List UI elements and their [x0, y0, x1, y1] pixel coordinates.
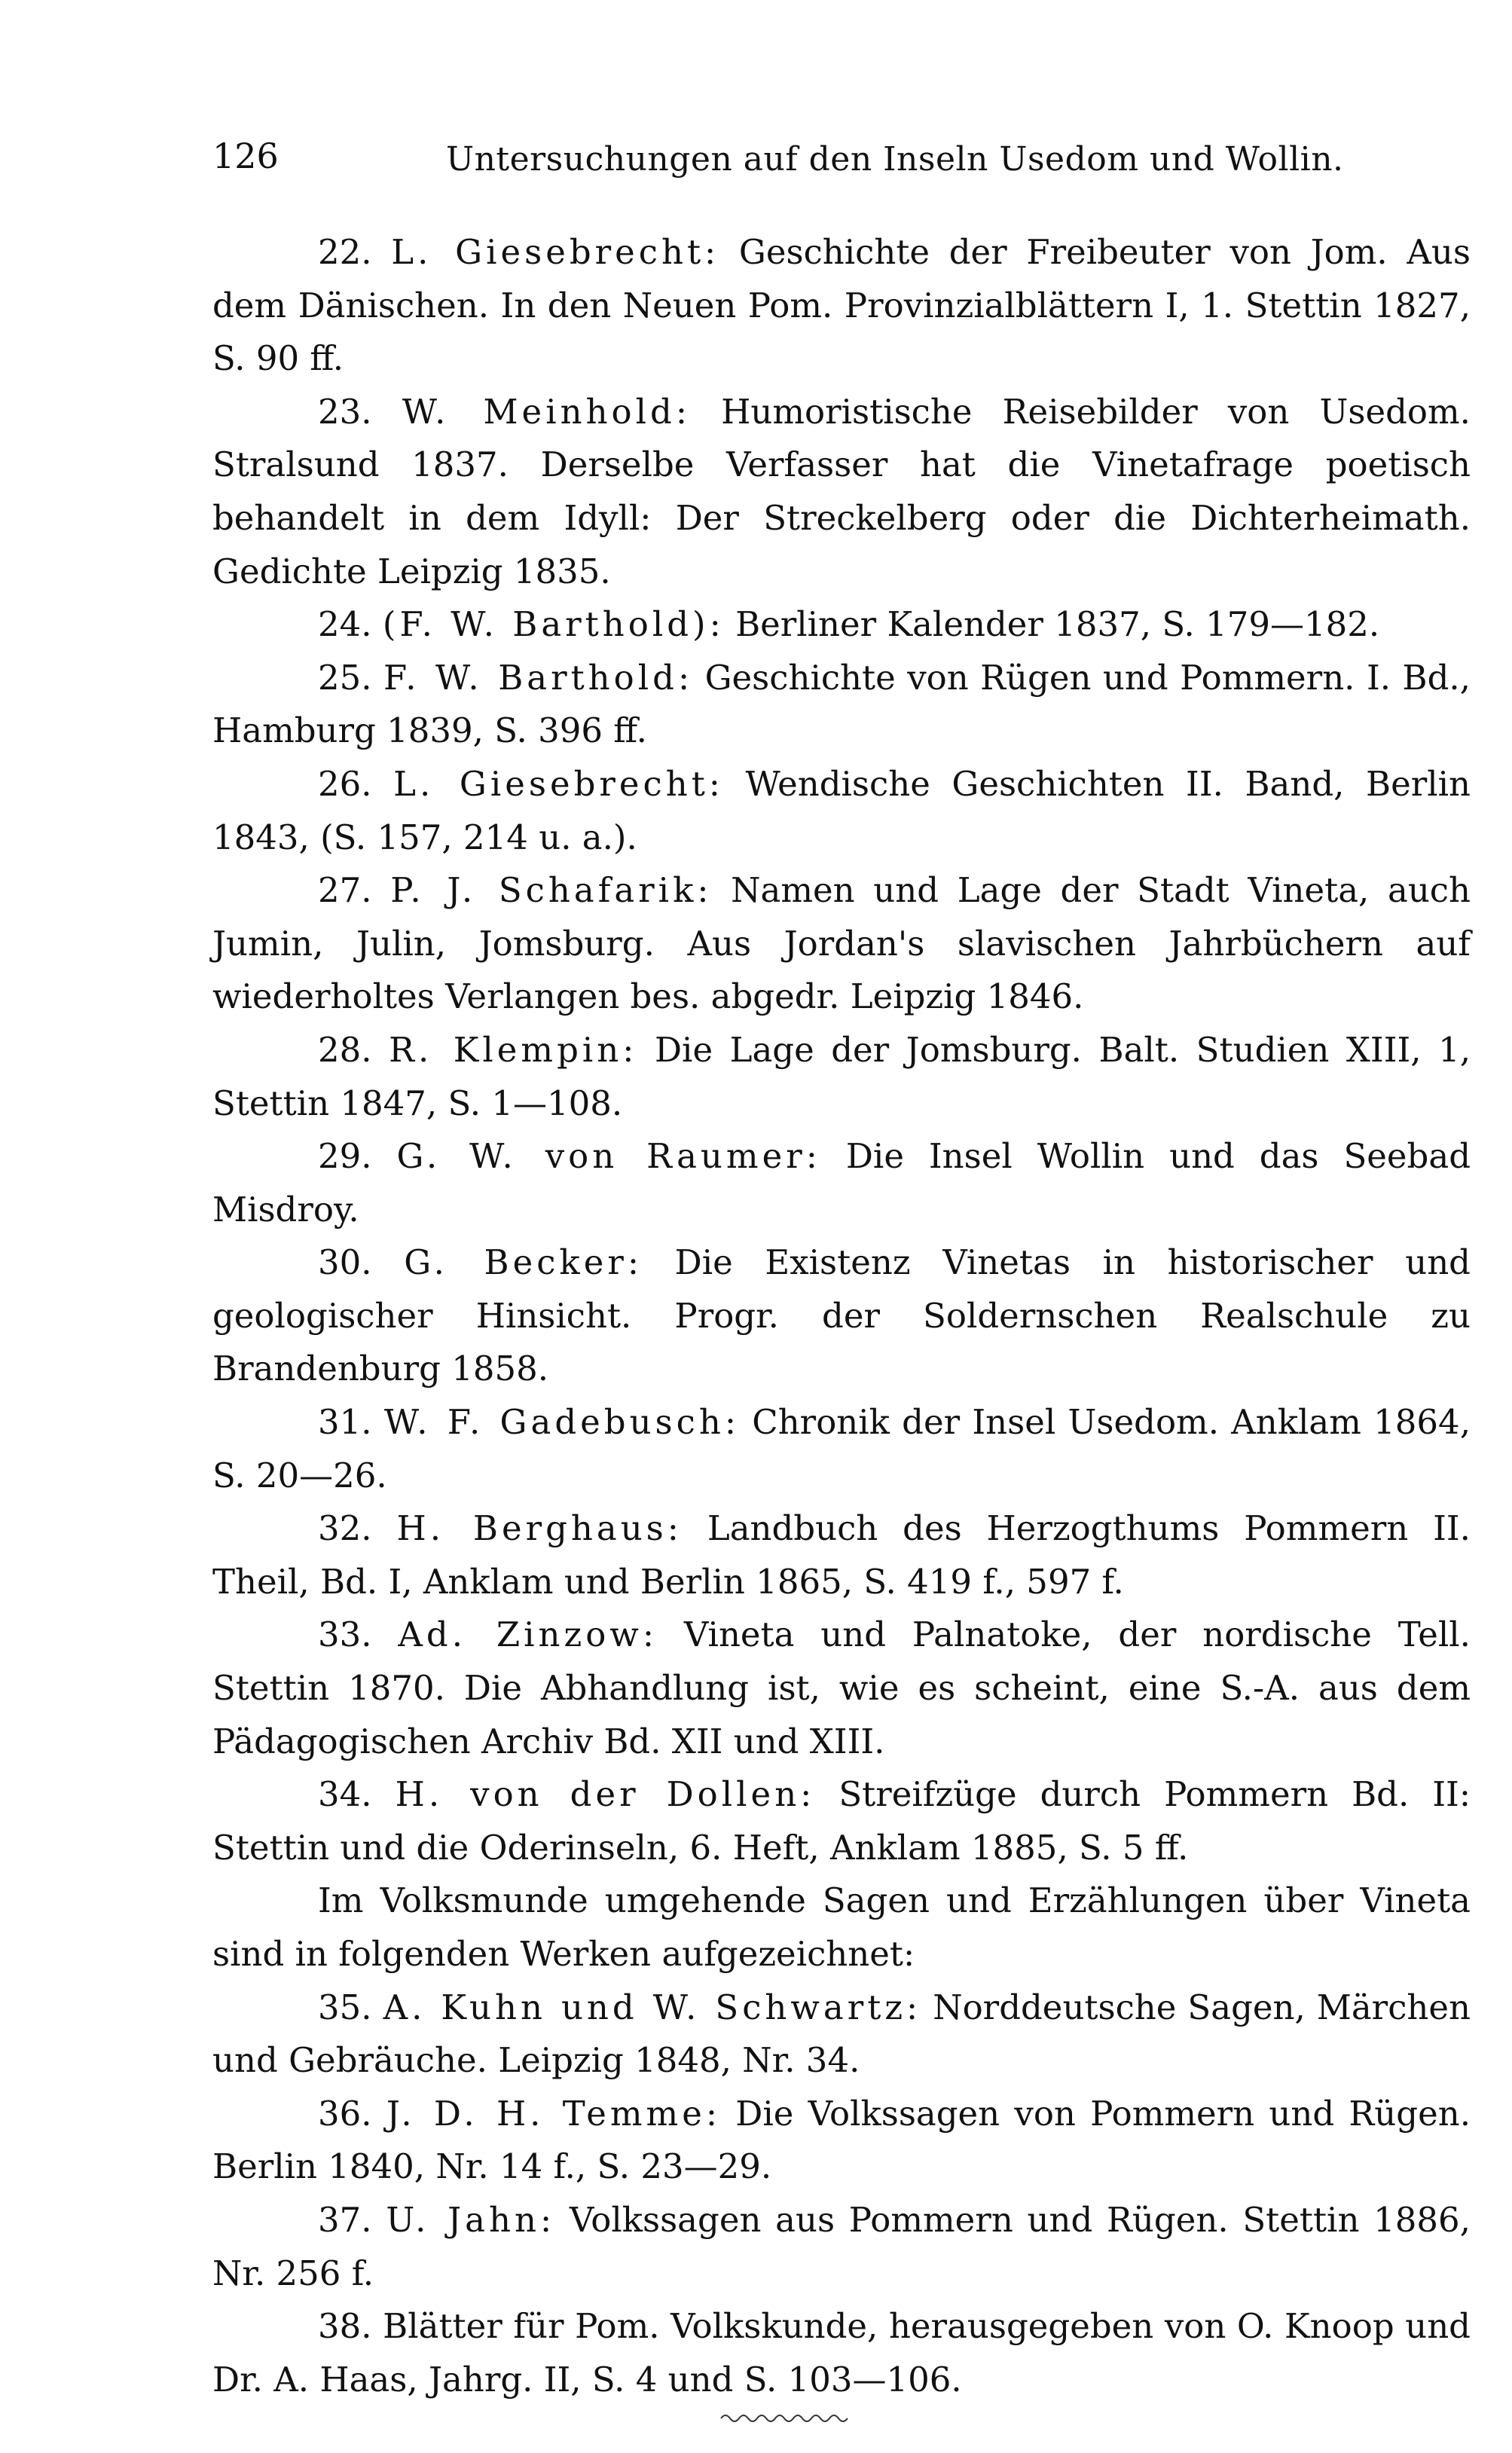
running-title: Untersuchungen auf den Inseln Usedom und Wollin. [446, 140, 1344, 179]
entry-text: Landbuch des Herzogthums Pommern II. Theil, Bd. I, Anklam und Berlin 1865, S. 419 f., 597 f. [212, 1508, 1471, 1602]
entry-number: 33. [318, 1614, 372, 1655]
list-item [212, 386, 1471, 598]
entry-text: Volkssagen aus Pommern und Rügen. Stettin 1886, Nr. 256 f. [212, 2199, 1471, 2293]
list-item [212, 226, 1471, 386]
entry-text: Norddeutsche Sagen, Märchen und Gebräuche. Leipzig 1848, Nr. 34. [212, 1987, 1471, 2081]
entry-text: Geschichte der Freibeuter von Jom. Aus dem Dänischen. In den Neuen Pom. Provinzialblättern I, 1. Stettin 1827, S. 90 ff. [212, 232, 1471, 379]
entry-author: L. Giesebrecht: [393, 763, 724, 804]
entry-number: 37. [318, 2199, 372, 2240]
entry-number: 34. [318, 1774, 372, 1815]
page-header [212, 136, 1471, 196]
intro-paragraph [212, 1874, 1471, 1981]
bibliography-list [212, 226, 1471, 2406]
list-item [212, 2194, 1471, 2300]
entry-number: 36. [318, 2093, 372, 2134]
entry-author: W. F. Gadebusch: [383, 1402, 740, 1443]
entry-text: Humoristische Reisebilder von Usedom. Stralsund 1837. Derselbe Verfasser hat die Vinetafrage poetisch behandelt in dem Idyll: Der Streckelberg oder die Dichterheimath. Gedichte Leipzig 1835. [212, 391, 1471, 591]
list-item [212, 1502, 1471, 1608]
list-item [212, 652, 1471, 758]
entry-text: Berliner Kalender 1837, S. 179—182. [735, 604, 1380, 645]
entry-text: Die Lage der Jomsburg. Balt. Studien XIII, 1, Stettin 1847, S. 1—108. [212, 1029, 1471, 1123]
entry-author: H. Berghaus: [396, 1508, 683, 1549]
entry-author: G. W. von Raumer: [396, 1136, 821, 1177]
list-item [212, 1608, 1471, 1768]
entry-author: (F. W. Barthold): [382, 604, 725, 645]
entry-author: U. Jahn: [386, 2199, 556, 2240]
entry-text: Streifzüge durch Pommern Bd. II: Stettin und die Oderinseln, 6. Heft, Anklam 1885, S. 5 ff. [212, 1774, 1471, 1868]
list-item [212, 758, 1471, 864]
entry-author: G. Becker: [404, 1242, 643, 1283]
entry-number: 28. [318, 1029, 372, 1070]
entry-number: 27. [318, 870, 372, 911]
entry-number: 30. [318, 1242, 372, 1283]
entry-text: Blätter für Pom. Volkskunde, herausgegeben von O. Knoop und Dr. A. Haas, Jahrg. II, S. 4 und S. 103—106. [212, 2306, 1471, 2400]
entry-number: 38. [318, 2306, 372, 2347]
entry-author: Ad. Zinzow: [398, 1614, 658, 1655]
entry-author: H. von der Dollen: [395, 1774, 816, 1815]
entry-number: 23. [318, 391, 372, 432]
entry-author: A. Kuhn und W. Schwartz: [383, 1987, 922, 2027]
entry-text: Vineta und Palnatoke, der nordische Tell. Stettin 1870. Die Abhandlung ist, wie es scheint, eine S.-A. aus dem Pädagogischen Archiv Bd. XII und XIII. [212, 1614, 1471, 1761]
list-item [212, 2088, 1471, 2194]
paragraph-text: Im Volksmunde umgehende Sagen und Erzählungen über Vineta sind in folgenden Werken aufgezeichnet: [212, 1880, 1471, 1974]
entry-author: F. W. Barthold: [383, 657, 694, 698]
entry-text: Die Existenz Vinetas in historischer und geologischer Hinsicht. Progr. der Soldernschen Realschule zu Brandenburg 1858. [212, 1242, 1471, 1389]
list-item [212, 864, 1471, 1024]
list-item [212, 1768, 1471, 1874]
entry-author: P. J. Schafarik: [390, 870, 713, 911]
entry-text: Geschichte von Rügen und Pommern. I. Bd., Hamburg 1839, S. 396 ff. [212, 657, 1471, 751]
entry-author: R. Klempin: [389, 1029, 638, 1070]
list-item [212, 1981, 1471, 2088]
entry-number: 31. [318, 1402, 372, 1443]
list-item [212, 1396, 1471, 1502]
entry-number: 25. [318, 657, 372, 698]
list-item [212, 1130, 1471, 1236]
entry-number: 35. [318, 1987, 372, 2027]
entry-number: 22. [318, 232, 372, 272]
entry-author: W. Meinhold: [402, 391, 691, 432]
entry-text: Namen und Lage der Stadt Vineta, auch Jumin, Julin, Jomsburg. Aus Jordan's slavischen Jahrbüchern auf wiederholtes Verlangen bes. abgedr. Leipzig 1846. [212, 870, 1471, 1017]
entry-number: 26. [318, 763, 372, 804]
list-item [212, 1024, 1471, 1130]
entry-number: 24. [318, 604, 372, 645]
entry-number: 32. [318, 1508, 372, 1549]
entry-number: 29. [318, 1136, 372, 1177]
entry-author: L. Giesebrecht: [391, 232, 720, 272]
entry-author: J. D. H. Temme: [386, 2093, 722, 2134]
page-number: 126 [212, 136, 279, 176]
entry-text: Wendische Geschichten II. Band, Berlin 1843, (S. 157, 214 u. a.). [212, 763, 1471, 857]
entry-text: Die Volkssagen von Pommern und Rügen. Berlin 1840, Nr. 14 f., S. 23—29. [212, 2093, 1471, 2187]
entry-text: Chronik der Insel Usedom. Anklam 1864, S. 20—26. [212, 1402, 1471, 1495]
list-item [212, 598, 1471, 652]
list-item [212, 2300, 1471, 2406]
entry-text: Die Insel Wollin und das Seebad Misdroy. [212, 1136, 1471, 1230]
tilde-ornament [719, 2411, 855, 2426]
list-item [212, 1236, 1471, 1396]
